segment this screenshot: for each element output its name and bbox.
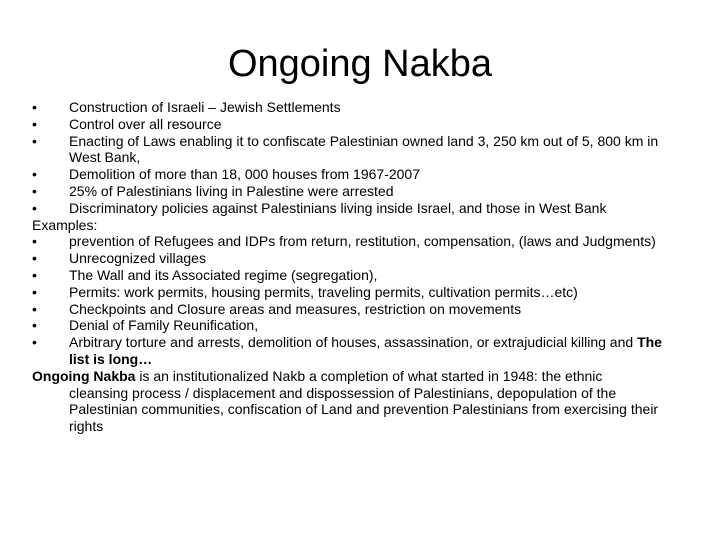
slide-body [32,99,662,435]
slide-title: Ongoing Nakba [227,43,493,85]
example-the-wall: • The Wall and its Associated regime (segregation), [32,267,662,284]
bullet-arrests: • 25% of Palestinians living in Palestine were arrested [32,183,662,200]
example-checkpoints: • Checkpoints and Closure areas and measures, restriction on movements [32,301,662,318]
example-prevention-of-return: • prevention of Refugees and IDPs from return, restitution, compensation, (laws and Judgments) [32,233,662,250]
example-torture-and-arrests [32,334,662,368]
example-permits: • Permits: work permits, housing permits, traveling permits, cultivation permits…etc) [32,284,662,301]
bullet-enacting-laws: • Enacting of Laws enabling it to confiscate Palestinian owned land 3, 250 km out of 5, 800 km in West Bank, [32,133,662,167]
example-torture-text: Arbitrary torture and arrests, demolition of houses, assassination, or extrajudicial killing and [69,334,634,351]
example-unrecognized-villages: • Unrecognized villages [32,250,662,267]
bullet-control-resources: • Control over all resource [32,116,662,133]
example-family-reunification: • Denial of Family Reunification, [32,317,662,334]
bullet-discriminatory-policies: • Discriminatory policies against Palestinians living inside Israel, and those in West Bank [32,200,662,217]
examples-label: Examples: [32,216,98,233]
ongoing-nakba-paragraph [32,368,662,435]
bullet-settlements: • Construction of Israeli – Jewish Settlements [32,99,662,116]
ongoing-nakba-text: is an institutionalized Nakb a completion of what started in 1948: the ethnic cleansing process / displacement and dispossession of Palestinians, depopulation of the Palestinian communities, confiscation of Land and prevention Palestinians from exercising their rights [69,367,659,435]
ongoing-nakba-label: Ongoing Nakba [32,367,136,384]
bullet-demolition: • Demolition of more than 18, 000 houses from 1967-2007 [32,166,662,183]
list-is-long: The list is long… [69,334,662,367]
